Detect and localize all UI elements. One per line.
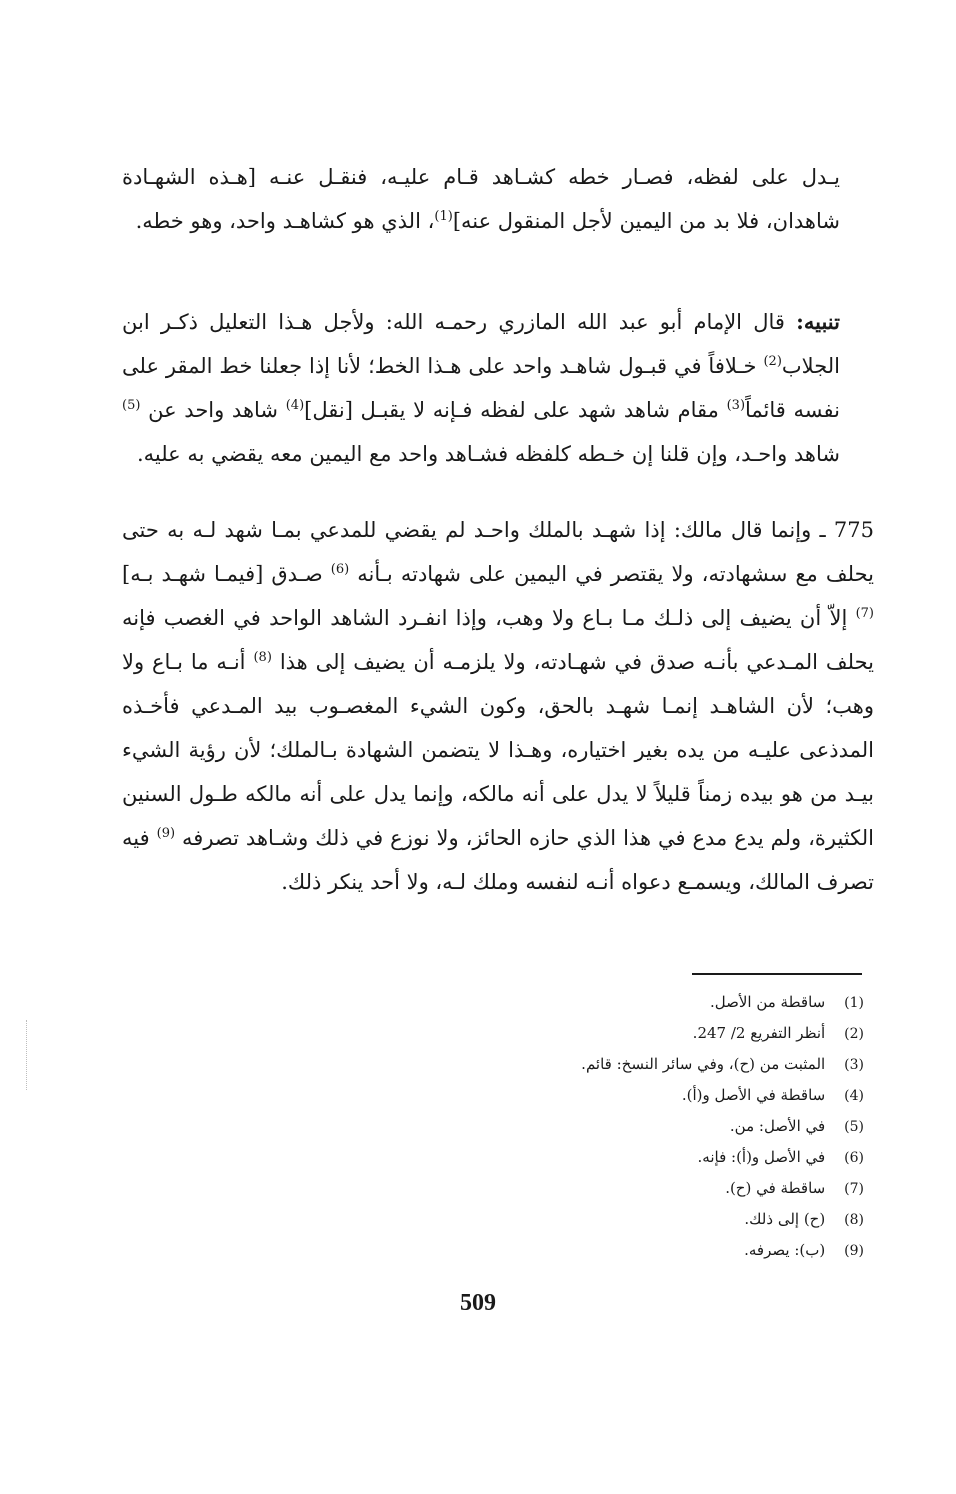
footnote-6 (264, 1142, 864, 1173)
paragraph-1-text-a: يـدل على لفظه، فصـار خطه كشـاهد قـام عليـه، فنقـل عنـه [هـذه الشهـادة شاهدان، فلا بد من اليمين لأجل المنقول عنه] (122, 165, 840, 233)
footnote-number: (2) (844, 1026, 864, 1042)
footnote-ref-6[interactable]: (6) (330, 562, 350, 577)
footnote-text: (ب): يصرفه. (744, 1241, 826, 1259)
paragraph-3-text-a: ـ وإنما قال مالك: إذا شهـد بالملك واحـد لم يقضي للمدعي بمـا شهد لـه به حتى يحلف مع سشهادته، ولا يقتصر في اليمين على شهادته بـأنه (122, 518, 874, 586)
footnote-4 (264, 1080, 864, 1111)
footnote-text: (ح) إلى ذلك. (744, 1210, 826, 1228)
paragraph-1-text-b: ، الذي هو كشاهـد واحد، وهو خطه. (135, 209, 435, 233)
footnote-ref-4[interactable]: (4) (285, 398, 305, 413)
footnote-ref-2[interactable]: (2) (763, 354, 782, 369)
footnote-7 (264, 1173, 864, 1204)
footnote-text: في الأصل و(أ): فإنه. (697, 1148, 826, 1166)
page-number: 509 (460, 1290, 496, 1316)
paragraph-2-text-d: شاهد واحد عن (148, 398, 279, 422)
footnote-ref-8[interactable]: (8) (253, 650, 272, 665)
footnote-number: (6) (844, 1150, 864, 1166)
paragraph-1 (122, 155, 840, 243)
footnote-text: المثبت من (ح)، وفي سائر النسخ: قائم. (581, 1055, 826, 1073)
footnote-text: في الأصل: من. (729, 1117, 826, 1135)
paragraph-2-text-a: قال الإمام أبو عبد الله المازري رحمـه الله: ولأجل هـذا التعليل ذكـر ابن الجلاب (122, 310, 840, 378)
footnote-text: أنظر التفريع 2/ 247. (692, 1024, 826, 1042)
paragraph-number: 775 (833, 518, 874, 542)
footnote-ref-7[interactable]: (7) (855, 606, 874, 621)
footnote-number: (3) (844, 1057, 864, 1073)
footnote-number: (9) (844, 1243, 864, 1259)
footnote-text: ساقطة في الأصل و(أ). (681, 1086, 826, 1104)
paragraph-2-text-b: خـلافاً في قبـول شاهـد واحد على هـذا الخط؛ لأنا إذا جعلنا خط المقر على نفسه قائماً (122, 354, 840, 422)
footnote-1 (264, 987, 864, 1018)
footnote-3 (264, 1049, 864, 1080)
paragraph-3-text-c: إلاّ أن يضيف إلى ذلـك مـا بـاع ولا وهب، وإذا انفـرد الشاهد الواحد في الغصب فإنه يحلف المـدعي بأنـه صدق في شهـادته، ولا يلزمـه أن يضيف إلى هذا (122, 606, 874, 674)
paragraph-3-text-b: صـدق [فيمـا شهـد بـه] (122, 562, 323, 586)
footnote-number: (8) (844, 1212, 864, 1228)
footnote-number: (7) (844, 1181, 864, 1197)
footnote-ref-1[interactable]: (1) (434, 209, 453, 224)
footnote-ref-9[interactable]: (9) (156, 826, 176, 841)
footnote-text: ساقطة في (ح). (725, 1179, 826, 1197)
paragraph-775 (122, 508, 874, 904)
footnote-ref-3[interactable]: (3) (726, 398, 746, 413)
paragraph-3-text-e: فيه تصرف المالك، ويسمـع دعواه أنـه لنفسه وملك لـه، ولا أحد ينكر ذلك. (122, 826, 874, 894)
footnote-9 (264, 1235, 864, 1266)
scan-artifact-line (26, 1020, 28, 1090)
footnotes-list (264, 987, 864, 1266)
note-lead: تنبيه: (796, 309, 840, 334)
footnote-number: (5) (844, 1119, 864, 1135)
paragraph-2-text-e: شاهد واحـد، وإن قلنا إن خـطه كلفظه فشـاهد واحد مع اليمين معه يقضي به عليه. (136, 442, 840, 466)
footnote-8 (264, 1204, 864, 1235)
footnote-number: (4) (844, 1088, 864, 1104)
footnote-text: ساقطة من الأصل. (709, 993, 826, 1011)
footnote-divider (692, 973, 862, 975)
footnote-2 (264, 1018, 864, 1049)
paragraph-3-text-d: أنـه ما بـاع ولا وهب؛ لأن الشاهـد إنمـا شهـد بالحق، وكون الشيء المغصـوب بيد المـدعي فأخـذه المدذعى عليـه من يده بغير اختياره، وهـذا لا يتضمن الشهادة بـالملك؛ لأن رؤية الشيء بيـد من هو بيده زمناً قليلاً لا يدل على أنه مالكه، وإنما يدل على أنه مالكه طـول السنين الكثيرة، ولم يدع مدع في هذا الذي حازه الحائز، ولا نوزع في ذلك وشـاهد تصرفه (122, 650, 874, 850)
footnote-5 (264, 1111, 864, 1142)
paragraph-2-text-c: مقام شاهد شهد على لفظه فـإنه لا يقبـل [نقل] (304, 398, 719, 422)
footnote-ref-5[interactable]: (5) (122, 398, 141, 413)
footnote-number: (1) (844, 995, 864, 1011)
paragraph-2 (122, 300, 840, 476)
